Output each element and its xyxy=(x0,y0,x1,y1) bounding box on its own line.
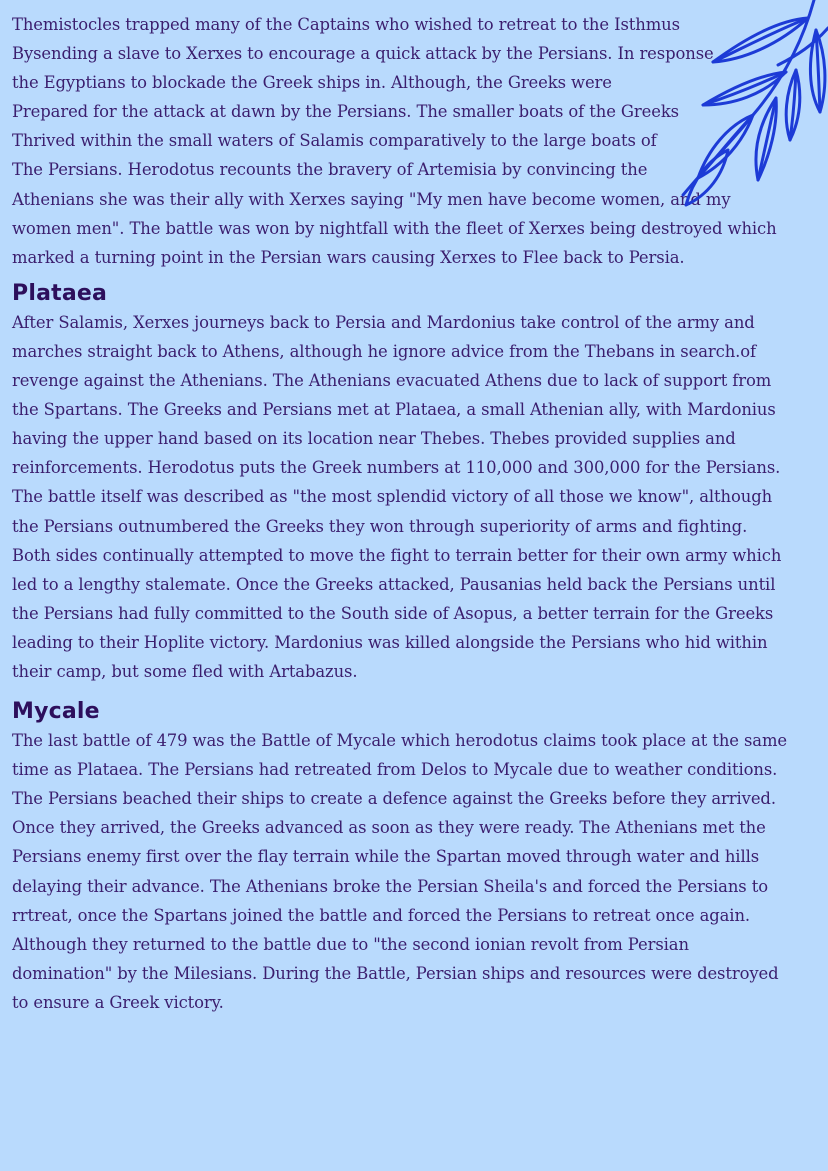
mycale-line: rrtreat, once the Spartans joined the battle and forced the Persians to retreat once again. xyxy=(12,905,751,925)
plataea-line: Both sides continually attempted to move the fight to terrain better for their own army which xyxy=(12,545,782,565)
plataea-line: their camp, but some fled with Artabazus. xyxy=(12,661,358,681)
plataea-line: reinforcements. Herodotus puts the Greek numbers at 110,000 and 300,000 for the Persians. xyxy=(12,458,781,478)
plataea-line: the Persians outnumbered the Greeks they won through superiority of arms and fighting. xyxy=(12,516,748,536)
mycale-line: time as Plataea. The Persians had retreated from Delos to Mycale due to weather conditions. xyxy=(12,760,778,780)
plataea-paragraph xyxy=(12,308,818,686)
intro-line: Themistocles trapped many of the Captains who wished to retreat to the Isthmus xyxy=(12,15,680,34)
mycale-heading: Mycale xyxy=(12,699,100,725)
plataea-line: led to a lengthy stalemate. Once the Greeks attacked, Pausanias held back the Persians until xyxy=(12,574,776,594)
mycale-line: to ensure a Greek victory. xyxy=(12,992,224,1012)
plataea-line: The battle itself was described as "the most splendid victory of all those we know", although xyxy=(12,487,773,507)
plataea-line: the Spartans. The Greeks and Persians met at Plataea, a small Athenian ally, with Mardonius xyxy=(12,400,776,420)
plataea-heading: Plataea xyxy=(12,280,108,306)
intro-line: marked a turning point in the Persian wars causing Xerxes to Flee back to Persia. xyxy=(12,247,685,267)
mycale-line: domination" by the Milesians. During the Battle, Persian ships and resources were destroyed xyxy=(12,963,779,983)
plataea-line: leading to their Hoplite victory. Mardonius was killed alongside the Persians who hid within xyxy=(12,632,768,652)
intro-line: Prepared for the attack at dawn by the Persians. The smaller boats of the Greeks xyxy=(12,102,679,122)
intro-line: Bysending a slave to Xerxes to encourage a quick attack by the Persians. In response xyxy=(12,44,714,64)
intro-line: the Egyptians to blockade the Greek ships in. Although, the Greeks were xyxy=(12,73,612,93)
plataea-line: revenge against the Athenians. The Athenians evacuated Athens due to lack of support from xyxy=(12,371,772,391)
intro-line: women men". The battle was won by nightfall with the fleet of Xerxes being destroyed which xyxy=(12,218,777,238)
mycale-line: delaying their advance. The Athenians broke the Persian Sheila's and forced the Persians to xyxy=(12,876,768,896)
mycale-line: Although they returned to the battle due to "the second ionian revolt from Persian xyxy=(12,934,689,954)
plataea-line: marches straight back to Athens, although he ignore advice from the Thebans in search.of xyxy=(12,341,757,361)
intro-line: Thrived within the small waters of Salamis comparatively to the large boats of xyxy=(12,131,657,151)
mycale-line: The Persians beached their ships to create a defence against the Greeks before they arrived. xyxy=(12,789,776,809)
plataea-line: having the upper hand based on its location near Thebes. Thebes provided supplies and xyxy=(12,429,736,449)
intro-line: Athenians she was their ally with Xerxes saying "My men have become women, and my xyxy=(12,189,731,209)
plataea-line: After Salamis, Xerxes journeys back to Persia and Mardonius take control of the army and xyxy=(12,312,755,332)
mycale-line: Once they arrived, the Greeks advanced as soon as they were ready. The Athenians met the xyxy=(12,818,766,838)
mycale-paragraph xyxy=(12,726,818,1017)
plataea-line: the Persians had fully committed to the South side of Asopus, a better terrain for the Greeks xyxy=(12,603,774,623)
laurel-leaves-icon xyxy=(658,0,828,215)
mycale-line: The last battle of 479 was the Battle of Mycale which herodotus claims took place at the same xyxy=(12,731,788,751)
intro-line: The Persians. Herodotus recounts the bravery of Artemisia by convincing the xyxy=(12,160,648,180)
mycale-line: Persians enemy first over the flay terrain while the Spartan moved through water and hills xyxy=(12,847,760,867)
